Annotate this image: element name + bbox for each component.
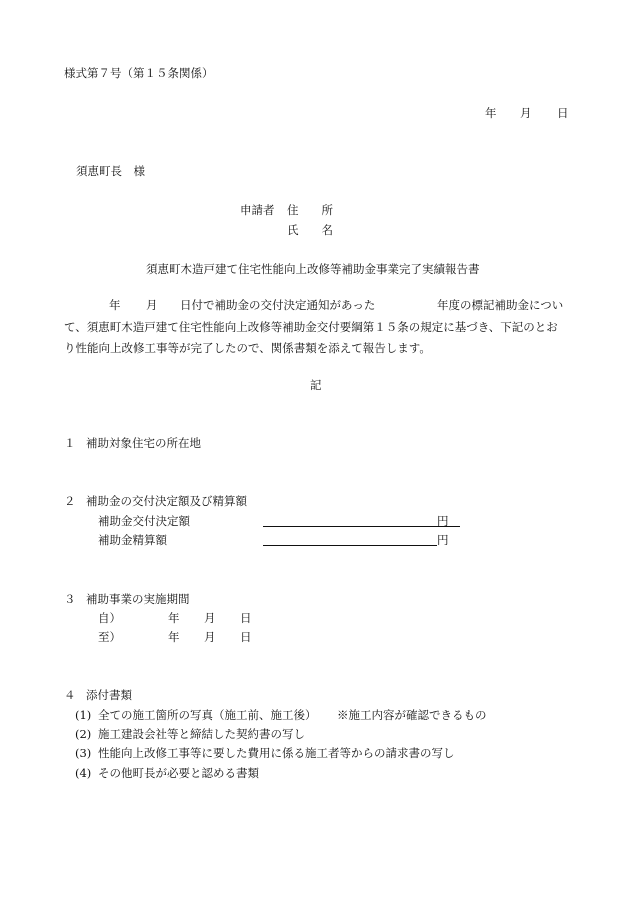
date-day-label: 日 bbox=[557, 106, 569, 120]
attachment-item-4-number: (4) bbox=[75, 766, 92, 780]
applicant-address-label: 住 所 bbox=[287, 203, 333, 217]
section-2-title: 補助金の交付決定額及び精算額 bbox=[86, 494, 247, 508]
grant-settlement-amount-unit: 円 bbox=[437, 533, 449, 547]
section-1-title: 補助対象住宅の所在地 bbox=[86, 436, 201, 450]
document-title: 須恵町木造戸建て住宅性能向上改修等補助金事業完了実績報告書 bbox=[146, 262, 480, 276]
attachment-item-4-text: その他町長が必要と認める書類 bbox=[98, 766, 259, 780]
attachment-item-1-number: (1) bbox=[75, 708, 92, 722]
grant-decision-amount-line bbox=[263, 526, 460, 527]
period-to-label: 至） bbox=[98, 630, 121, 644]
section-3-number: ３ bbox=[64, 592, 76, 606]
section-4-title: 添付書類 bbox=[86, 688, 132, 702]
body-line-3: り性能向上改修工事等が完了したので、関係書類を添えて報告します。 bbox=[64, 341, 431, 355]
ki-heading: 記 bbox=[310, 378, 322, 392]
section-4-number: ４ bbox=[64, 688, 76, 702]
applicant-label: 申請者 bbox=[240, 203, 275, 217]
body-day-clause: 日付で補助金の交付決定通知があった bbox=[180, 298, 376, 312]
section-3-title: 補助事業の実施期間 bbox=[86, 592, 190, 606]
grant-decision-amount-label: 補助金交付決定額 bbox=[98, 514, 190, 528]
period-to-month: 月 bbox=[204, 630, 216, 644]
section-2-number: ２ bbox=[64, 494, 76, 508]
attachment-item-2-number: (2) bbox=[75, 727, 92, 741]
date-month-label: 月 bbox=[520, 106, 532, 120]
period-from-day: 日 bbox=[240, 611, 252, 625]
period-from-month: 月 bbox=[204, 611, 216, 625]
period-to-year: 年 bbox=[168, 630, 180, 644]
attachment-item-1-text: 全ての施工箇所の写真（施工前、施工後） bbox=[98, 708, 317, 722]
grant-settlement-amount-label: 補助金精算額 bbox=[98, 533, 167, 547]
body-year: 年 bbox=[109, 298, 121, 312]
period-from-year: 年 bbox=[168, 611, 180, 625]
body-fiscal-year-clause: 年度の標記補助金につい bbox=[437, 298, 564, 312]
applicant-name-label: 氏 名 bbox=[287, 223, 333, 237]
body-month: 月 bbox=[146, 298, 158, 312]
form-number-label: 様式第７号（第１５条関係） bbox=[64, 66, 214, 80]
date-year-label: 年 bbox=[485, 106, 497, 120]
section-1-number: １ bbox=[64, 436, 76, 450]
attachment-item-3-text: 性能向上改修工事等に要した費用に係る施工者等からの請求書の写し bbox=[98, 746, 455, 760]
grant-decision-amount-unit: 円 bbox=[437, 514, 449, 528]
attachment-item-1-note: ※施工内容が確認できるもの bbox=[337, 708, 487, 722]
period-to-day: 日 bbox=[240, 630, 252, 644]
attachment-item-2-text: 施工建設会社等と締結した契約書の写し bbox=[98, 727, 305, 741]
addressee: 須恵町長 様 bbox=[76, 164, 145, 178]
attachment-item-3-number: (3) bbox=[75, 746, 92, 760]
period-from-label: 自） bbox=[98, 611, 121, 625]
grant-settlement-amount-line bbox=[263, 545, 437, 546]
body-line-2: て、須恵町木造戸建て住宅性能向上改修等補助金交付要綱第１５条の規定に基づき、下記のとお bbox=[64, 320, 558, 334]
